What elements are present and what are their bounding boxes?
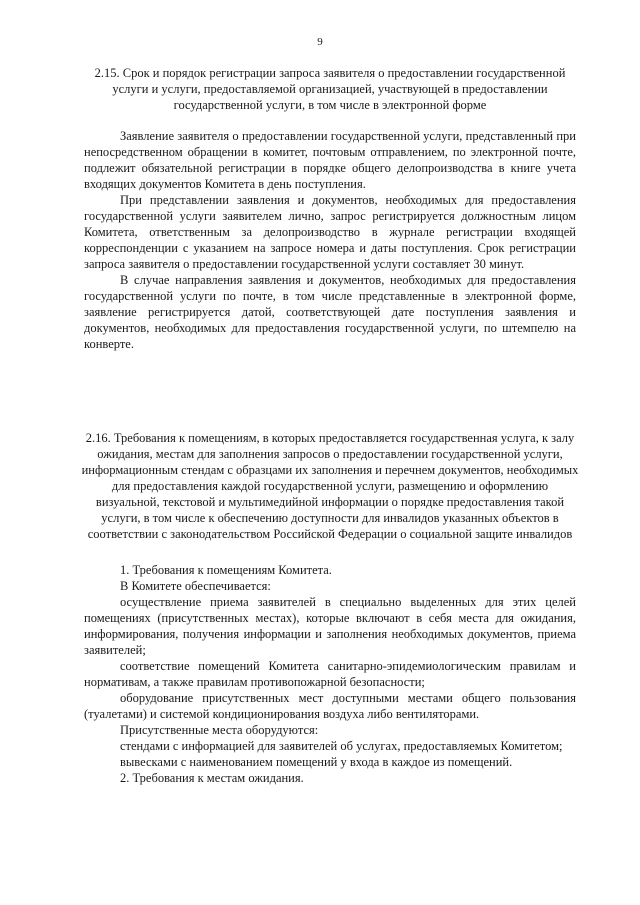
paragraph: оборудование присутственных мест доступными местами общего пользования (туалетами) и системой кондиционирования воздуха либо вентиляторами. — [84, 691, 576, 721]
paragraph: 1. Требования к помещениям Комитета. — [120, 563, 332, 577]
paragraph: вывесками с наименованием помещений у входа в каждое из помещений. — [120, 755, 513, 769]
section-2-16-body — [84, 562, 576, 786]
section-2-15-heading: 2.15. Срок и порядок регистрации запроса заявителя о предоставлении государственной услуги и услуги, предоставляемой организацией, участвующей в предоставлении государственной услуги, в том числе в электронной форме — [94, 66, 566, 112]
paragraph: В случае направления заявления и документов, необходимых для предоставления государственной услуги по почте, в том числе представленные в электронной форме, заявление регистрируется датой, соответствующей дате поступления заявления и документов, необходимых для предоставления государственной услуги, по штемпелю на конверте. — [84, 273, 576, 351]
paragraph: Заявление заявителя о предоставлении государственной услуги, представленный при непосредственном обращении в комитет, почтовым отправлением, по электронной почте, подлежит обязательной регистрации в порядке общего делопроизводства в книге учета входящих документов Комитета в день поступления. — [84, 129, 576, 191]
page-number: 9 — [317, 36, 323, 48]
paragraph: стендами с информацией для заявителей об услугах, предоставляемых Комитетом; — [120, 739, 563, 753]
paragraph: 2. Требования к местам ожидания. — [120, 771, 304, 785]
section-2-15-body — [84, 128, 576, 352]
section-2-16-heading: 2.16. Требования к помещениям, в которых предоставляется государственная услуга, к залу ожидания, местам для заполнения запросов о предоставлении государственной услуги, информационным стендам с образцами их заполнения и перечнем документов, необходимых для предоставления каждой государственной услуги, размещению и оформлению визуальной, текстовой и мультимедийной информации о порядке предоставления такой услуги, в том числе к обеспечению доступности для инвалидов указанных объектов в соответствии с законодательством Российской Федерации о социальной защите инвалидов — [81, 431, 579, 541]
paragraph: соответствие помещений Комитета санитарно-эпидемиологическим правилам и нормативам, а также правилам противопожарной безопасности; — [84, 659, 576, 689]
paragraph: В Комитете обеспечивается: — [120, 579, 271, 593]
paragraph: Присутственные места оборудуются: — [120, 723, 319, 737]
paragraph: осуществление приема заявителей в специально выделенных для этих целей помещениях (присутственных местах), которые включают в себя места для ожидания, информирования, получения информации и заполнения необходимых документов, приема заявителей; — [84, 595, 576, 657]
paragraph: При представлении заявления и документов, необходимых для предоставления государственной услуги заявителем лично, запрос регистрируется должностным лицом Комитета, ответственным за делопроизводство в журнале регистрации входящей корреспонденции с указанием на запросе номера и даты поступления. Срок регистрации запроса заявителя о предоставлении государственной услуги составляет 30 минут. — [84, 193, 576, 271]
